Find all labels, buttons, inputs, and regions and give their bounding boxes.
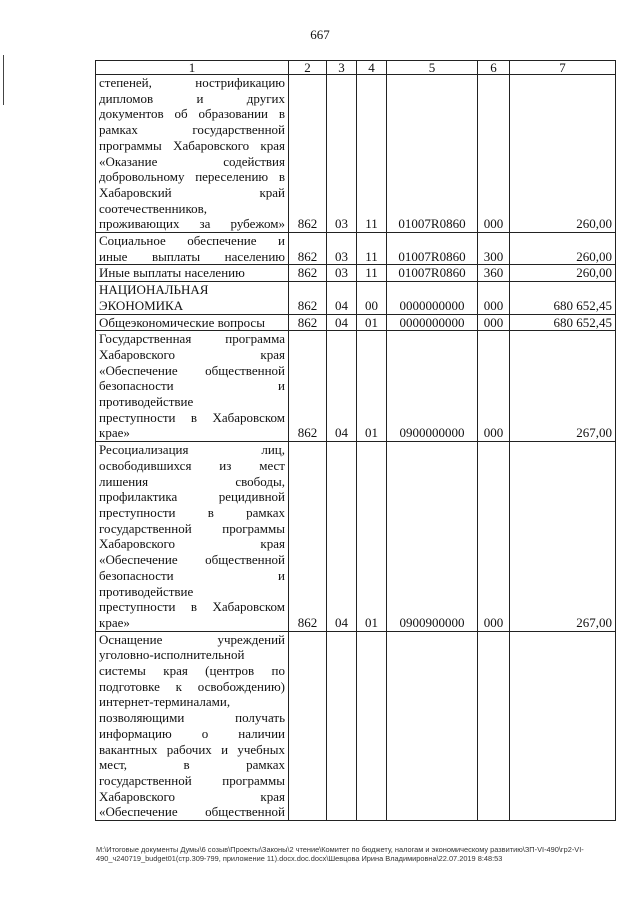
header-row bbox=[96, 61, 616, 75]
description-line: Оснащение учреждений bbox=[99, 631, 285, 647]
header-cell: 3 bbox=[327, 61, 357, 75]
expense-type-cell: 300 bbox=[478, 233, 510, 265]
description-line: лишения свободы, bbox=[99, 473, 285, 489]
section-code-cell: 04 bbox=[327, 314, 357, 331]
description-line: позволяющими получать bbox=[99, 710, 285, 726]
description-line: документов об образовании в bbox=[99, 106, 285, 122]
section-code-cell: 04 bbox=[327, 331, 357, 442]
description-line: государственной программы bbox=[99, 772, 285, 788]
description-line: преступности в Хабаровском bbox=[99, 409, 285, 425]
amount-cell: 260,00 bbox=[510, 233, 616, 265]
table-row bbox=[96, 442, 616, 631]
subsection-code-cell: 11 bbox=[357, 75, 387, 233]
amount-cell: 680 652,45 bbox=[510, 282, 616, 314]
subsection-code-cell: 01 bbox=[357, 331, 387, 442]
description-line: Хабаровский край bbox=[99, 184, 285, 200]
target-article-cell: 01007R0860 bbox=[387, 233, 478, 265]
description-cell bbox=[96, 265, 289, 282]
page-number: 667 bbox=[310, 27, 330, 42]
footer-line: 490_ч240719_budget01(стр.309-799, приложение 11).docx.doc.docx\Шевцова Ирина Владимировна\22.07.2019 8:48:53 bbox=[96, 854, 503, 863]
description-cell bbox=[96, 75, 289, 233]
description-line: проживающих за рубежом» bbox=[99, 216, 285, 232]
description-line: преступности в рамках bbox=[99, 504, 285, 520]
margin-mark bbox=[3, 55, 4, 105]
amount-cell: 267,00 bbox=[510, 442, 616, 631]
description-line: интернет-терминалами, bbox=[99, 694, 231, 710]
table-row bbox=[96, 631, 616, 820]
target-article-cell: 0900900000 bbox=[387, 442, 478, 631]
table-row bbox=[96, 75, 616, 233]
target-article-cell: 01007R0860 bbox=[387, 265, 478, 282]
description-line: программы Хабаровского края bbox=[99, 137, 285, 153]
expense-type-cell: 360 bbox=[478, 265, 510, 282]
header-cell: 7 bbox=[510, 61, 616, 75]
department-code-cell: 862 bbox=[289, 75, 327, 233]
table-row bbox=[96, 331, 616, 442]
description-line: Хабаровского края bbox=[99, 346, 285, 362]
description-line: степеней, нострификацию bbox=[99, 75, 285, 90]
amount-cell: 260,00 bbox=[510, 75, 616, 233]
file-path-footer bbox=[96, 845, 616, 863]
subsection-code-cell: 11 bbox=[357, 265, 387, 282]
table-row bbox=[96, 265, 616, 282]
description-line: рамках государственной bbox=[99, 122, 285, 138]
description-line: мест, в рамках bbox=[99, 757, 285, 773]
description-cell bbox=[96, 631, 289, 820]
description-line: «Обеспечение общественной bbox=[99, 552, 285, 568]
description-line: Государственная программа bbox=[99, 331, 285, 347]
description-line: системы края (центров по bbox=[99, 663, 285, 679]
department-code-cell bbox=[289, 631, 327, 820]
description-cell bbox=[96, 233, 289, 265]
amount-cell: 260,00 bbox=[510, 265, 616, 282]
subsection-code-cell: 11 bbox=[357, 233, 387, 265]
table-row bbox=[96, 282, 616, 314]
expense-type-cell: 000 bbox=[478, 75, 510, 233]
expense-type-cell: 000 bbox=[478, 282, 510, 314]
description-line: вакантных рабочих и учебных bbox=[99, 741, 285, 757]
subsection-code-cell bbox=[357, 631, 387, 820]
section-code-cell: 03 bbox=[327, 265, 357, 282]
description-line: освободившихся из мест bbox=[99, 457, 285, 473]
description-line: иные выплаты населению bbox=[99, 248, 285, 264]
amount-cell: 267,00 bbox=[510, 331, 616, 442]
header-cell: 2 bbox=[289, 61, 327, 75]
amount-cell: 680 652,45 bbox=[510, 314, 616, 331]
section-code-cell: 04 bbox=[327, 282, 357, 314]
department-code-cell: 862 bbox=[289, 314, 327, 331]
department-code-cell: 862 bbox=[289, 442, 327, 631]
description-line: соотечественников, bbox=[99, 200, 208, 216]
description-line: безопасности и bbox=[99, 567, 285, 583]
description-line: Иные выплаты населению bbox=[99, 265, 245, 281]
description-line: крае» bbox=[99, 425, 130, 441]
expense-type-cell: 000 bbox=[478, 442, 510, 631]
section-code-cell: 04 bbox=[327, 442, 357, 631]
target-article-cell: 0000000000 bbox=[387, 314, 478, 331]
description-line: противодействие bbox=[99, 394, 194, 410]
department-code-cell: 862 bbox=[289, 265, 327, 282]
description-line: «Обеспечение общественной bbox=[99, 804, 285, 820]
description-line: государственной программы bbox=[99, 520, 285, 536]
subsection-code-cell: 01 bbox=[357, 314, 387, 331]
description-cell bbox=[96, 282, 289, 314]
target-article-cell: 0000000000 bbox=[387, 282, 478, 314]
description-line: НАЦИОНАЛЬНАЯ bbox=[99, 282, 209, 298]
description-line: преступности в Хабаровском bbox=[99, 599, 285, 615]
department-code-cell: 862 bbox=[289, 233, 327, 265]
description-line: крае» bbox=[99, 614, 130, 630]
description-line: Ресоциализация лиц, bbox=[99, 442, 285, 458]
description-line: Хабаровского края bbox=[99, 536, 285, 552]
header-cell: 5 bbox=[387, 61, 478, 75]
description-cell bbox=[96, 331, 289, 442]
description-cell bbox=[96, 442, 289, 631]
description-line: «Оказание содействия bbox=[99, 153, 285, 169]
subsection-code-cell: 01 bbox=[357, 442, 387, 631]
expense-type-cell: 000 bbox=[478, 314, 510, 331]
footer-line: М:\Итоговые документы Думы\6 созыв\Проекты\Законы\2 чтение\Комитет по бюджету, налогам и экономическому развитию\ЗП-VI-490\гр2-VI- bbox=[96, 845, 584, 854]
target-article-cell: 01007R0860 bbox=[387, 75, 478, 233]
description-line: добровольному переселению в bbox=[99, 169, 285, 185]
description-line: информацию о наличии bbox=[99, 725, 285, 741]
target-article-cell bbox=[387, 631, 478, 820]
section-code-cell: 03 bbox=[327, 233, 357, 265]
description-line: Хабаровского края bbox=[99, 788, 285, 804]
budget-table bbox=[95, 60, 616, 821]
table-row bbox=[96, 233, 616, 265]
department-code-cell: 862 bbox=[289, 331, 327, 442]
target-article-cell: 0900000000 bbox=[387, 331, 478, 442]
table-row bbox=[96, 314, 616, 331]
header-cell: 4 bbox=[357, 61, 387, 75]
section-code-cell bbox=[327, 631, 357, 820]
description-line: противодействие bbox=[99, 583, 194, 599]
header-cell: 6 bbox=[478, 61, 510, 75]
expense-type-cell bbox=[478, 631, 510, 820]
section-code-cell: 03 bbox=[327, 75, 357, 233]
amount-cell bbox=[510, 631, 616, 820]
description-line: дипломов и других bbox=[99, 90, 285, 106]
description-line: ЭКОНОМИКА bbox=[99, 297, 184, 313]
description-line: подготовке к освобождению) bbox=[99, 678, 285, 694]
description-line: безопасности и bbox=[99, 378, 285, 394]
description-line: Общеэкономические вопросы bbox=[99, 314, 265, 330]
description-line: уголовно-исполнительной bbox=[99, 647, 245, 663]
description-line: профилактика рецидивной bbox=[99, 489, 285, 505]
subsection-code-cell: 00 bbox=[357, 282, 387, 314]
description-line: «Обеспечение общественной bbox=[99, 362, 285, 378]
description-line: Социальное обеспечение и bbox=[99, 233, 285, 249]
header-cell: 1 bbox=[96, 61, 289, 75]
description-cell bbox=[96, 314, 289, 331]
department-code-cell: 862 bbox=[289, 282, 327, 314]
expense-type-cell: 000 bbox=[478, 331, 510, 442]
